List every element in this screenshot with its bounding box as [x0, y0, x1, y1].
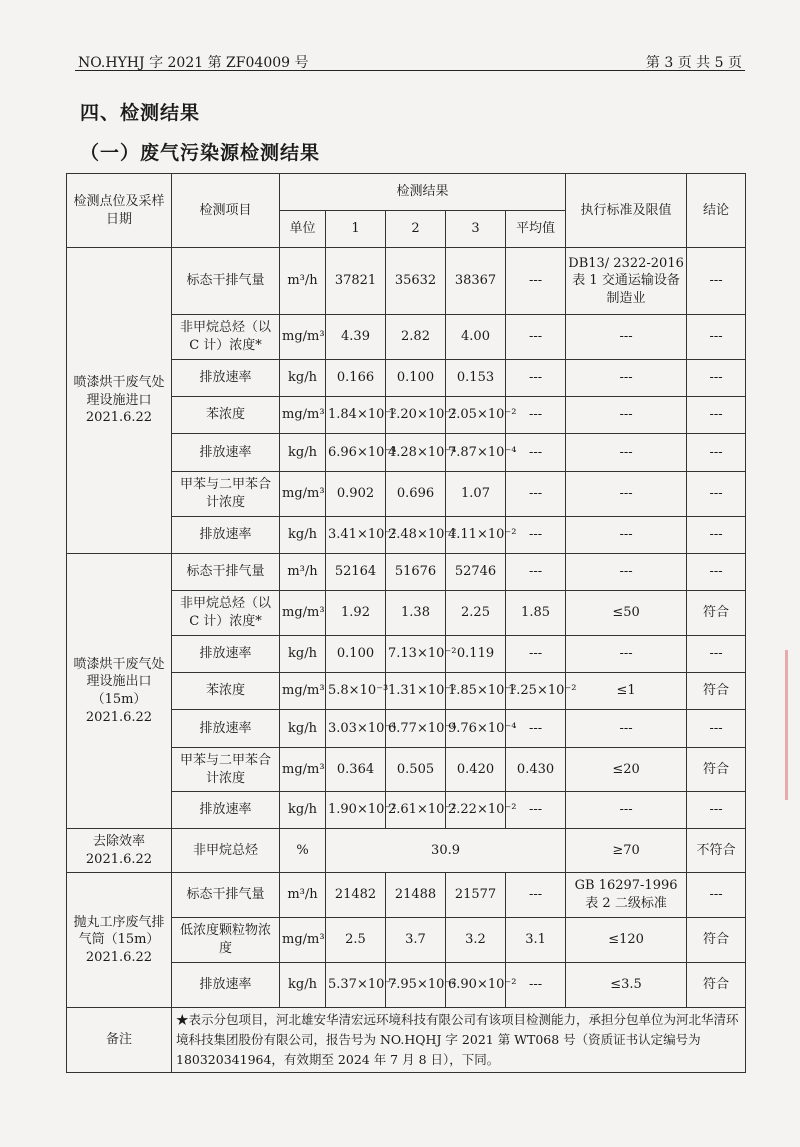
- conclusion-cell: ---: [687, 792, 746, 829]
- table-row: [67, 873, 746, 918]
- value-3-cell: 1.85×10⁻²: [446, 673, 506, 710]
- average-cell: 1.85: [506, 591, 566, 636]
- unit-cell: mg/m³: [280, 591, 326, 636]
- value-1-cell: 1.92: [326, 591, 386, 636]
- value-1-cell: 37821: [326, 248, 386, 315]
- conclusion-cell: 符合: [687, 748, 746, 792]
- value-1-cell: 52164: [326, 554, 386, 591]
- conclusion-cell: 符合: [687, 918, 746, 963]
- value-1-cell: 5.37×10⁻²: [326, 963, 386, 1008]
- unit-cell: mg/m³: [280, 748, 326, 792]
- stamp-edge: [785, 650, 800, 800]
- value-3-cell: 9.76×10⁻⁴: [446, 710, 506, 748]
- value-1-cell: 4.39: [326, 315, 386, 360]
- notes-text-cell: ★表示分包项目，河北雄安华清宏远环境科技有限公司有该项目检测能力，承担分包单位为河北华清环境科技集团股份有限公司，报告号为 NO.HQHJ 字 2021 第 WT068 号（资质证书认定编号为 180320341964，有效期至 2024 年 7 月 8 日），下同。: [172, 1008, 746, 1073]
- standard-cell: GB 16297-1996 表 2 二级标准: [566, 873, 687, 918]
- value-3-cell: 3.2: [446, 918, 506, 963]
- conclusion-cell: ---: [687, 397, 746, 434]
- value-1-cell: 0.166: [326, 360, 386, 397]
- value-2-cell: 51676: [386, 554, 446, 591]
- item-cell: 标态干排气量: [172, 248, 280, 315]
- header-col-3: 3: [446, 211, 506, 248]
- sampling-point-cell: 去除效率 2021.6.22: [67, 829, 172, 873]
- subsection-title: （一）废气污染源检测结果: [80, 142, 321, 164]
- header-col-2: 2: [386, 211, 446, 248]
- unit-cell: m³/h: [280, 248, 326, 315]
- average-cell: ---: [506, 636, 566, 673]
- value-1-cell: 21482: [326, 873, 386, 918]
- header-conclusion: 结论: [687, 174, 746, 248]
- item-cell: 非甲烷总烃: [172, 829, 280, 873]
- standard-cell: ≤1: [566, 673, 687, 710]
- average-cell: 3.1: [506, 918, 566, 963]
- average-cell: ---: [506, 315, 566, 360]
- conclusion-cell: ---: [687, 248, 746, 315]
- standard-cell: ---: [566, 315, 687, 360]
- value-3-cell: 0.119: [446, 636, 506, 673]
- item-cell: 排放速率: [172, 360, 280, 397]
- conclusion-cell: 符合: [687, 963, 746, 1008]
- standard-cell: ≤120: [566, 918, 687, 963]
- value-2-cell: 35632: [386, 248, 446, 315]
- value-1-cell: 5.8×10⁻³: [326, 673, 386, 710]
- average-cell: ---: [506, 873, 566, 918]
- average-cell: ---: [506, 963, 566, 1008]
- value-2-cell: 1.38: [386, 591, 446, 636]
- standard-cell: ≤3.5: [566, 963, 687, 1008]
- value-1-cell: 6.96×10⁻⁴: [326, 434, 386, 472]
- value-1-cell: 3.41×10⁻²: [326, 517, 386, 554]
- item-cell: 标态干排气量: [172, 873, 280, 918]
- unit-cell: kg/h: [280, 360, 326, 397]
- header-point: 检测点位及采样日期: [67, 174, 172, 248]
- average-cell: ---: [506, 517, 566, 554]
- header-unit: 单位: [280, 211, 326, 248]
- unit-cell: %: [280, 829, 326, 873]
- value-3-cell: 7.87×10⁻⁴: [446, 434, 506, 472]
- header-standard: 执行标准及限值: [566, 174, 687, 248]
- value-1-cell: 0.364: [326, 748, 386, 792]
- header-col-1: 1: [326, 211, 386, 248]
- average-cell: ---: [506, 710, 566, 748]
- value-3-cell: 1.07: [446, 472, 506, 517]
- section-title: 四、检测结果: [80, 102, 201, 124]
- table-row: [67, 554, 746, 591]
- standard-cell: ≥70: [566, 829, 687, 873]
- value-3-cell: 2.22×10⁻²: [446, 792, 506, 829]
- value-3-cell: 2.05×10⁻²: [446, 397, 506, 434]
- header-item: 检测项目: [172, 174, 280, 248]
- value-2-cell: 6.77×10⁻⁴: [386, 710, 446, 748]
- unit-cell: m³/h: [280, 873, 326, 918]
- item-cell: 排放速率: [172, 963, 280, 1008]
- item-cell: 排放速率: [172, 636, 280, 673]
- header-avg: 平均值: [506, 211, 566, 248]
- unit-cell: mg/m³: [280, 397, 326, 434]
- standard-cell: ---: [566, 517, 687, 554]
- value-1-cell: 1.90×10⁻²: [326, 792, 386, 829]
- value-2-cell: 2.48×10⁻²: [386, 517, 446, 554]
- value-2-cell: 2.82: [386, 315, 446, 360]
- removal-value-cell: 30.9: [326, 829, 566, 873]
- conclusion-cell: ---: [687, 710, 746, 748]
- unit-cell: kg/h: [280, 963, 326, 1008]
- value-3-cell: 52746: [446, 554, 506, 591]
- average-cell: ---: [506, 434, 566, 472]
- value-1-cell: 2.5: [326, 918, 386, 963]
- conclusion-cell: ---: [687, 554, 746, 591]
- page-info: 第 3 页 共 5 页: [645, 55, 742, 71]
- average-cell: ---: [506, 248, 566, 315]
- conclusion-cell: ---: [687, 360, 746, 397]
- unit-cell: m³/h: [280, 554, 326, 591]
- standard-cell: ---: [566, 554, 687, 591]
- standard-cell: ---: [566, 472, 687, 517]
- conclusion-cell: ---: [687, 636, 746, 673]
- value-1-cell: 0.100: [326, 636, 386, 673]
- average-cell: ---: [506, 360, 566, 397]
- sampling-point-cell: 抛丸工序废气排气筒（15m） 2021.6.22: [67, 873, 172, 1008]
- average-cell: ---: [506, 554, 566, 591]
- unit-cell: kg/h: [280, 710, 326, 748]
- average-cell: ---: [506, 472, 566, 517]
- unit-cell: mg/m³: [280, 918, 326, 963]
- value-3-cell: 4.00: [446, 315, 506, 360]
- conclusion-cell: ---: [687, 873, 746, 918]
- standard-cell: ---: [566, 397, 687, 434]
- standard-cell: ---: [566, 434, 687, 472]
- value-3-cell: 21577: [446, 873, 506, 918]
- item-cell: 排放速率: [172, 434, 280, 472]
- value-2-cell: 7.13×10⁻²: [386, 636, 446, 673]
- item-cell: 低浓度颗粒物浓度: [172, 918, 280, 963]
- value-1-cell: 1.84×10⁻²: [326, 397, 386, 434]
- table-row: [67, 1008, 746, 1073]
- notes-label-cell: 备注: [67, 1008, 172, 1073]
- item-cell: 排放速率: [172, 517, 280, 554]
- value-2-cell: 2.61×10⁻²: [386, 792, 446, 829]
- average-cell: 1.25×10⁻²: [506, 673, 566, 710]
- value-3-cell: 2.25: [446, 591, 506, 636]
- item-cell: 甲苯与二甲苯合计浓度: [172, 472, 280, 517]
- conclusion-cell: ---: [687, 315, 746, 360]
- standard-cell: ---: [566, 360, 687, 397]
- table-row: [67, 829, 746, 873]
- unit-cell: mg/m³: [280, 673, 326, 710]
- item-cell: 标态干排气量: [172, 554, 280, 591]
- item-cell: 非甲烷总烃（以 C 计）浓度*: [172, 591, 280, 636]
- value-3-cell: 4.11×10⁻²: [446, 517, 506, 554]
- standard-cell: ---: [566, 710, 687, 748]
- value-2-cell: 21488: [386, 873, 446, 918]
- value-2-cell: 7.95×10⁻²: [386, 963, 446, 1008]
- conclusion-cell: 符合: [687, 673, 746, 710]
- report-number: NO.HYHJ 字 2021 第 ZF04009 号: [78, 55, 309, 71]
- value-2-cell: 3.7: [386, 918, 446, 963]
- conclusion-cell: ---: [687, 517, 746, 554]
- average-cell: ---: [506, 792, 566, 829]
- average-cell: ---: [506, 397, 566, 434]
- standard-cell: ---: [566, 792, 687, 829]
- sampling-point-cell: 喷漆烘干废气处理设施进口 2021.6.22: [67, 248, 172, 554]
- item-cell: 苯浓度: [172, 397, 280, 434]
- unit-cell: kg/h: [280, 792, 326, 829]
- value-2-cell: 4.28×10⁻⁴: [386, 434, 446, 472]
- unit-cell: kg/h: [280, 517, 326, 554]
- header-divider: [75, 70, 745, 71]
- standard-cell: ---: [566, 636, 687, 673]
- value-2-cell: 0.100: [386, 360, 446, 397]
- conclusion-cell: ---: [687, 434, 746, 472]
- value-2-cell: 1.20×10⁻²: [386, 397, 446, 434]
- unit-cell: mg/m³: [280, 472, 326, 517]
- item-cell: 苯浓度: [172, 673, 280, 710]
- table-row: [67, 248, 746, 315]
- conclusion-cell: 不符合: [687, 829, 746, 873]
- value-3-cell: 38367: [446, 248, 506, 315]
- value-2-cell: 0.696: [386, 472, 446, 517]
- average-cell: 0.430: [506, 748, 566, 792]
- value-1-cell: 3.03×10⁻⁴: [326, 710, 386, 748]
- header-results: 检测结果: [280, 174, 566, 211]
- value-2-cell: 0.505: [386, 748, 446, 792]
- standard-cell: ≤20: [566, 748, 687, 792]
- unit-cell: kg/h: [280, 636, 326, 673]
- unit-cell: kg/h: [280, 434, 326, 472]
- conclusion-cell: 符合: [687, 591, 746, 636]
- value-1-cell: 0.902: [326, 472, 386, 517]
- standard-cell: ≤50: [566, 591, 687, 636]
- item-cell: 非甲烷总烃（以 C 计）浓度*: [172, 315, 280, 360]
- unit-cell: mg/m³: [280, 315, 326, 360]
- sampling-point-cell: 喷漆烘干废气处理设施出口（15m） 2021.6.22: [67, 554, 172, 829]
- conclusion-cell: ---: [687, 472, 746, 517]
- standard-cell: DB13/ 2322-2016 表 1 交通运输设备制造业: [566, 248, 687, 315]
- value-3-cell: 6.90×10⁻²: [446, 963, 506, 1008]
- item-cell: 排放速率: [172, 710, 280, 748]
- value-2-cell: 1.31×10⁻²: [386, 673, 446, 710]
- item-cell: 排放速率: [172, 792, 280, 829]
- value-3-cell: 0.153: [446, 360, 506, 397]
- item-cell: 甲苯与二甲苯合计浓度: [172, 748, 280, 792]
- value-3-cell: 0.420: [446, 748, 506, 792]
- results-table: [66, 173, 746, 1073]
